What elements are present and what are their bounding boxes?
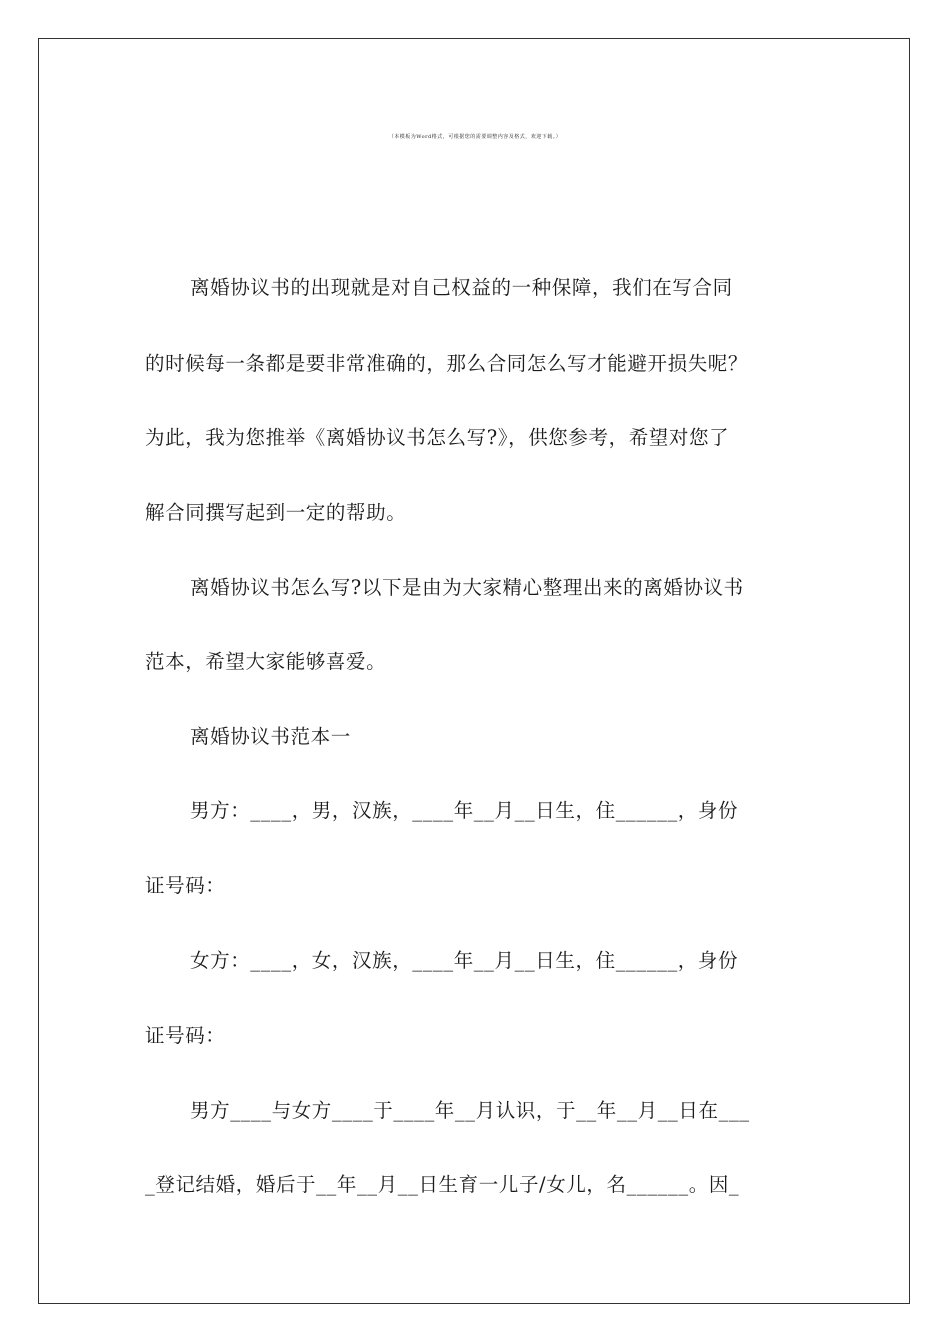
- paragraph-line: 范本，希望大家能够喜爱。: [145, 650, 387, 673]
- paragraph-line: 解合同撰写起到一定的帮助。: [145, 501, 407, 524]
- paragraph-line: 为此，我为您推举《离婚协议书怎么写?》，供您参考，希望对您了: [145, 426, 730, 449]
- paragraph-line: 离婚协议书的出现就是对自己权益的一种保障，我们在写合同: [190, 276, 733, 299]
- paragraph-line: 男方：____，男，汉族，____年__月__日生，住______，身份: [190, 799, 739, 822]
- paragraph-line: 证号码：: [145, 1024, 226, 1047]
- paragraph-line: 的时候每一条都是要非常准确的，那么合同怎么写才能避开损失呢？: [145, 352, 749, 375]
- paragraph-line: 女方：____，女，汉族，____年__月__日生，住______，身份: [190, 949, 739, 972]
- paragraph-line: 男方____与女方____于____年__月认识，于__年__月__日在___: [190, 1099, 750, 1122]
- paragraph-line: _登记结婚，婚后于__年__月__日生育一儿子/女儿，名______。因_: [145, 1173, 740, 1196]
- paragraph-line: 证号码：: [145, 874, 226, 897]
- paragraph-line: 离婚协议书怎么写?以下是由为大家精心整理出来的离婚协议书: [190, 576, 744, 599]
- section-heading: 离婚协议书范本一: [190, 725, 351, 748]
- template-note: （本模板为Word格式，可根据您的需要调整内容及格式，欢迎下载。）: [388, 134, 562, 140]
